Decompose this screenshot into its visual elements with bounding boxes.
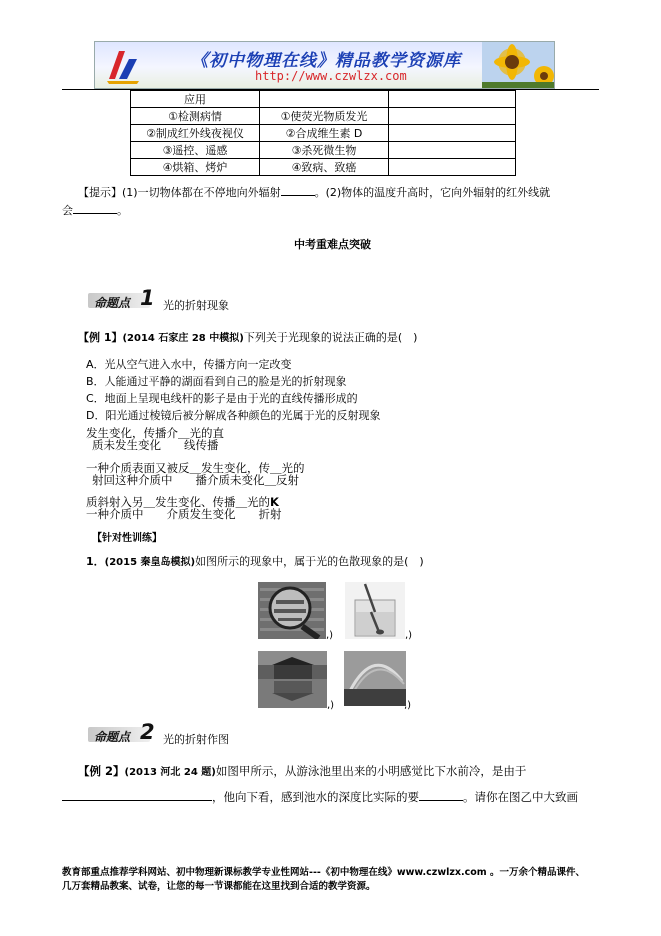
table-cell: ③遥控、遥感	[131, 142, 260, 159]
footer-line-2: 几万套精品教案、试卷，让您的每一节课都能在这里找到合适的教学资源。	[62, 881, 376, 892]
option-c: C．地面上呈现电线杆的影子是由于光的直线传播形成的	[86, 392, 358, 405]
table-row	[131, 142, 516, 159]
magnifier-photo	[258, 582, 326, 639]
hint-line-1	[78, 184, 550, 200]
badge-text: 命题点	[94, 296, 131, 310]
table-cell: ④烘箱、烤炉	[131, 159, 260, 176]
pavilion-reflection-photo	[258, 651, 327, 708]
example-source: (2014 石家庄 28 中模拟)	[122, 333, 244, 344]
figure-paren: ,)	[405, 630, 413, 641]
table-cell	[389, 108, 516, 125]
example-prefix: 【例 1】	[78, 331, 123, 344]
example-source: (2013 河北 24 题)	[124, 767, 216, 778]
example-prefix: 【例 2】	[78, 764, 125, 778]
question-stem: 如图所示的现象中，属于光的色散现象的是( )	[195, 555, 424, 568]
table-cell	[389, 142, 516, 159]
example-1-stem	[78, 329, 417, 345]
table-cell: 应用	[131, 91, 260, 108]
table-cell: ③杀死微生物	[260, 142, 389, 159]
option-a: A．光从空气进入水中，传播方向一定改变	[86, 358, 292, 371]
spoon-in-glass-photo	[345, 582, 405, 639]
note-3-text: 质斜射入另＿发生变化、传播＿光的	[86, 495, 270, 509]
hint-text: 。	[117, 204, 128, 217]
topic-title-2: 光的折射作图	[163, 733, 229, 746]
option-b: B．人能通过平静的湖面看到自己的脸是光的折射现象	[86, 375, 347, 388]
topic-badge-2	[88, 720, 158, 744]
training-label: 【针对性训练】	[92, 533, 162, 544]
topic-badge-1	[88, 286, 158, 310]
table-cell: ④致病、致癌	[260, 159, 389, 176]
rainbow-photo	[344, 651, 406, 706]
footer-line-1: 教育部重点推荐学科网站、初中物理新课标教学专业性网站---《初中物理在线》www.czwlzx.com 。一万余个精品课件、	[62, 867, 585, 878]
application-table	[130, 90, 516, 176]
badge-text: 命题点	[94, 730, 131, 744]
logo-icon	[103, 45, 143, 85]
example-stem: 。请你在图乙中大致画	[463, 790, 578, 804]
table-cell	[389, 159, 516, 176]
table-cell: ①检测病情	[131, 108, 260, 125]
table-cell	[389, 91, 516, 108]
header-banner	[94, 41, 555, 89]
table-cell: ②合成维生素 D	[260, 125, 389, 142]
example-2-stem	[78, 763, 526, 779]
figure-paren: ,)	[404, 700, 412, 711]
section-title: 中考重难点突破	[294, 238, 371, 251]
hint-text: 会	[62, 204, 73, 217]
badge-number: 2	[140, 720, 155, 744]
table-row	[131, 108, 516, 125]
banner-title: 《初中物理在线》精品教学资源库	[191, 51, 461, 71]
example-stem: 如图甲所示，从游泳池里出来的小明感觉比下水前冷，是由于	[215, 764, 527, 778]
banner-url[interactable]: http://www.czwlzx.com	[255, 69, 407, 83]
hint-text: 【提示】(1)一切物体都在不停地向外辐射	[78, 186, 281, 199]
sunflower-icon	[482, 42, 554, 88]
figure-paren: ,)	[326, 630, 334, 641]
table-cell: ②制成红外线夜视仪	[131, 125, 260, 142]
table-row	[131, 159, 516, 176]
table-row	[131, 125, 516, 142]
table-row	[131, 91, 516, 108]
note-2-bottom: 射回这种介质中 播介质未变化＿反射	[92, 473, 299, 487]
question-number: 1．	[86, 555, 105, 568]
table-cell	[260, 91, 389, 108]
note-3-bottom: 一种介质中 介质发生变化 折射	[86, 507, 282, 521]
question-source: (2015 秦皇岛模拟)	[104, 557, 196, 568]
note-3-k: K	[270, 495, 279, 509]
note-1-bottom: 质未发生变化 线传播	[92, 438, 219, 452]
note-1-top: 发生变化，传播介＿光的直	[86, 426, 224, 440]
hint-text: 。(2)物体的温度升高时，它向外辐射的红外线就	[314, 186, 551, 199]
badge-number: 1	[140, 286, 155, 310]
example-stem: 下列关于光现象的说法正确的是( )	[243, 331, 418, 344]
question-1	[86, 553, 424, 569]
hint-line-2	[62, 202, 128, 218]
answer-blank[interactable]	[73, 213, 117, 214]
footer	[62, 866, 602, 894]
answer-blank[interactable]	[281, 195, 315, 196]
example-2-continuation	[62, 789, 578, 805]
figure-paren: ,)	[327, 700, 335, 711]
answer-blank[interactable]	[62, 800, 212, 801]
table-cell	[389, 125, 516, 142]
note-2-top: 一种介质表面又被反＿发生变化，传＿光的	[86, 461, 305, 475]
option-d: D．阳光通过棱镜后被分解成各种颜色的光属于光的反射现象	[86, 409, 381, 422]
answer-blank[interactable]	[419, 800, 463, 801]
topic-title-1: 光的折射现象	[163, 299, 229, 312]
example-stem: ，他向下看，感到池水的深度比实际的要	[212, 790, 419, 804]
table-cell: ①使荧光物质发光	[260, 108, 389, 125]
